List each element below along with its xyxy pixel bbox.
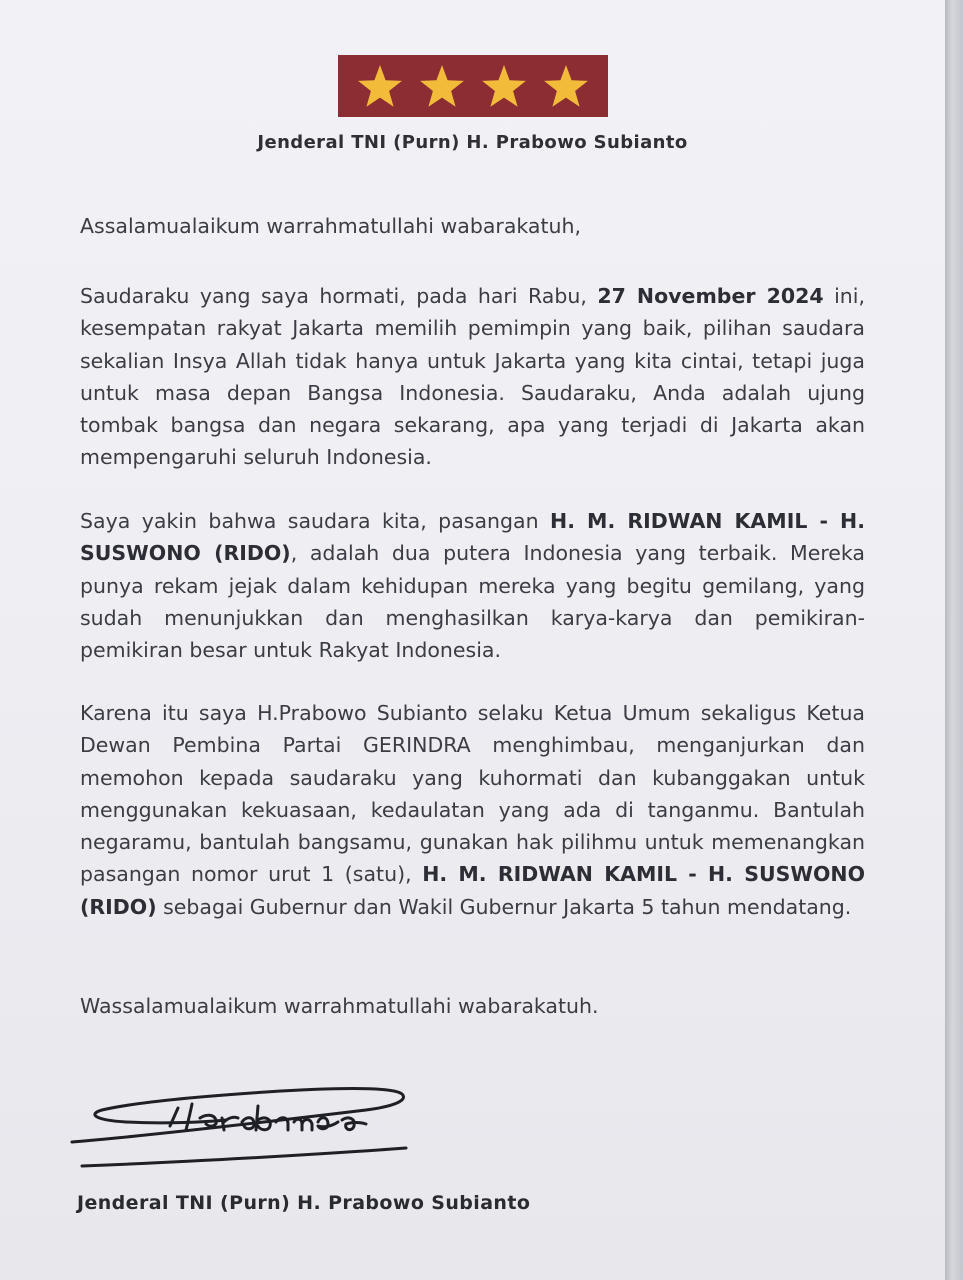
paragraph-text: Saya yakin bahwa saudara kita, pasangan xyxy=(80,509,551,533)
star-icon xyxy=(542,62,590,110)
star-icon xyxy=(356,62,404,110)
letterhead-title: Jenderal TNI (Purn) H. Prabowo Subianto xyxy=(257,132,688,153)
candidate-pair-name: H. M. RIDWAN KAMIL - H. SUSWONO (RIDO) xyxy=(80,509,865,566)
star-icon xyxy=(480,62,528,110)
paragraph-text: Saudaraku yang saya hormati, pada hari Rabu, xyxy=(80,284,598,308)
paragraph-text: Karena itu saya H.Prabowo Subianto selaku Ketua Umum sekaligus Ketua Dewan Pembina Partai GERINDRA menghimbau, menganjurkan dan memohon kepada saudaraku yang kuhormati dan kubanggakan untuk menggunakan kekuasaan, kedaulatan yang ada di tanganmu. Bantulah negaramu, bantulah bangsamu, gunakan hak pilihmu untuk memenangkan pasangan nomor urut 1 (satu), xyxy=(80,701,865,887)
greeting: Assalamualaikum warrahmatullahi wabarakatuh, xyxy=(80,214,582,238)
candidate-pair-name: H. M. RIDWAN KAMIL - H. SUSWONO (RIDO) xyxy=(80,862,865,919)
paragraph-text: ini, kesempatan rakyat Jakarta memilih pemimpin yang baik, pilihan saudara sekalian Insya Allah tidak hanya untuk Jakarta yang kita cintai, tetapi juga untuk masa depan Bangsa Indonesia. Saudaraku, Anda adalah ujung tombak bangsa dan negara sekarang, apa yang terjadi di Jakarta akan mempengaruhi seluruh Indonesia. xyxy=(80,284,866,470)
paragraph-date xyxy=(80,280,865,474)
paragraph-text: , adalah dua putera Indonesia yang terbaik. Mereka punya rekam jejak dalam kehidupan mereka yang begitu gemilang, yang sudah menunjukkan dan menghasilkan karya-karya dan pemikiran-pemikiran besar untuk Rakyat Indonesia. xyxy=(80,541,865,663)
closing-salutation: Wassalamualaikum warrahmatullahi wabarakatuh. xyxy=(80,994,599,1018)
election-date: 27 November 2024 xyxy=(597,284,824,308)
rank-insignia xyxy=(338,55,608,117)
handwritten-signature xyxy=(66,1078,426,1168)
page-edge xyxy=(945,0,963,1280)
paragraph-text: sebagai Gubernur dan Wakil Gubernur Jakarta 5 tahun mendatang. xyxy=(156,894,852,919)
paragraph-candidates xyxy=(80,505,865,666)
paragraph-appeal xyxy=(80,697,865,923)
star-icon xyxy=(418,62,466,110)
signer-name: Jenderal TNI (Purn) H. Prabowo Subianto xyxy=(77,1192,531,1214)
